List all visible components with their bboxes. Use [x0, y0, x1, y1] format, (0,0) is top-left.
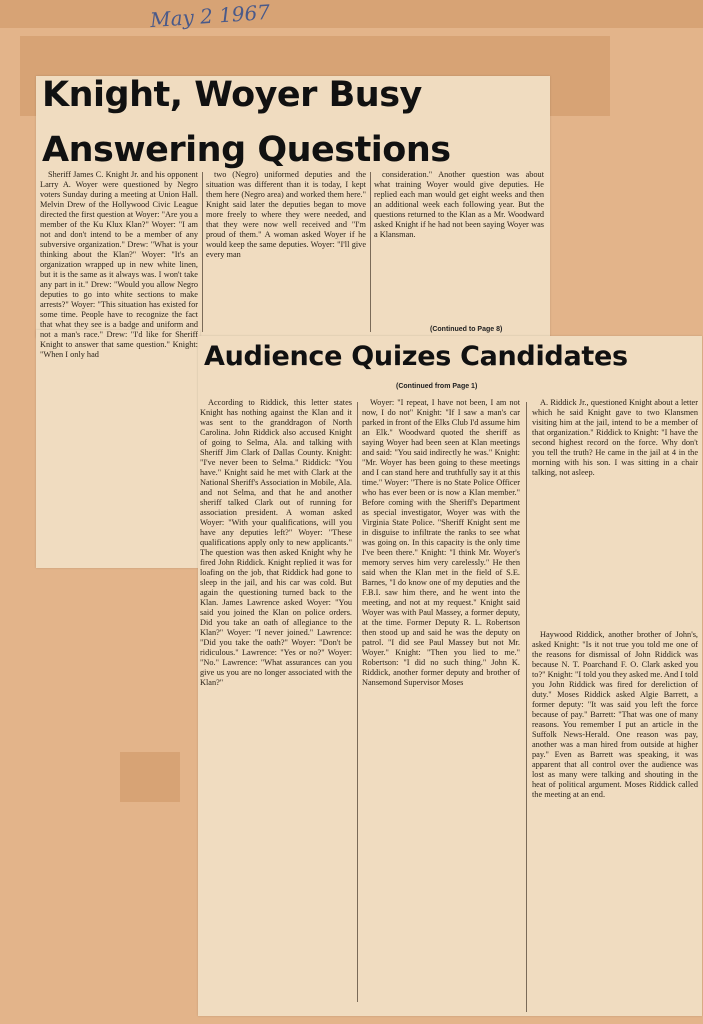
- article2-column-1: According to Riddick, this letter states Knight has nothing against the Klan and it was sent to the granddragon of North Carolina. John Riddick also accused Knight of going to Selma, Ala. and talking with Sheriff Jim Clark of Dallas County. Knight: "I've never been to Selma." Riddick: "You have." Knight said he met with Clark at the National Sheriff's Association in Mobile, Ala. and not Selma, and that he and another sheriff talked Clark out of running for association president. A woman asked Woyer: "With your qualifications, will you have any deputies left?" Woyer: "These qualifications apply only to new applicants." The question was then asked Knight why he fired John Riddick. Knight replied it was for loafing on the job, that Riddick had gone to sleep in the jail, and his car was cold. But again the questioning turned back to the Klan. James Lawrence asked Woyer: "You said you joined the Klan on police orders. Did you take an oath of allegiance to the Klan?" Woyer: "I never joined." Lawrence: "Did you take the oath?" Woyer: "Don't be ridiculous." Lawrence: "Yes or no?" Woyer: "No." Lawrence: "What assurances can you give us you are no longer associated with the Klan?": [200, 398, 352, 687]
- article1-column-3: consideration." Another question was about what training Woyer would give deputies. He replied each man would get eight weeks and then an additional week each following year. But the questions returned to the Klan as a Mr. Woodward asked Knight if he had not been saying Woyer was a Klansman.: [374, 170, 544, 239]
- continued-to-label: (Continued to Page 8): [430, 326, 503, 333]
- article1-column-2: two (Negro) uniformed deputies and the situation was different than it is today, I kept them here (Negro area) and worked them here." Knight said later the deputies began to move more freely to where they were needed, and that they were now well received and "I'm proud of them." A woman asked Woyer if he would keep the same deputies. Woyer: "I'll give every man: [206, 170, 366, 259]
- article1-headline-line2: Answering Questions: [42, 130, 451, 170]
- column-rule: [357, 402, 358, 1002]
- handwritten-date: May 2 1967: [149, 0, 271, 33]
- side-tape: [120, 752, 180, 802]
- column-rule: [202, 172, 203, 332]
- article2-column-4: Haywood Riddick, another brother of John's, asked Knight: "Is it not true you told me one of the reasons for dismissal of John Riddick was because N. T. Poarchand F. O. Clark asked you to?" Knight: "I told you they asked me. And I told you John Riddick was fired for dereliction of duty." Moses Riddick asked Algie Barrett, a former deputy: "It was said you left the force because of pay." Barrett: "That was one of many reasons. You remember I put an article in the Suffolk News-Herald. One reason was pay, another was a man hired from outside at higher pay." Even as Barrett was speaking, it was apparent that all control over the audience was lost as many were talking and shouting in the heat of political argument. Moses Riddick called the meeting at an end.: [532, 630, 698, 799]
- article2-headline: Audience Quizes Candidates: [204, 341, 628, 372]
- column-rule: [526, 402, 527, 1012]
- article2-column-2: Woyer: "I repeat, I have not been, I am not now, I do not" Knight: "If I saw a man's car parked in front of the Elks Club I'd assume him an Elk." Woodward quoted the sheriff as saying Woyer had been seen at Klan meetings and said: "You said indirectly he was." Knight: "Mr. Woyer has been going to these meetings and I can stand here and truthfully say it at this time." Woyer: "There is no State Police Officer who has ever been or is now a Klan member." Before coming with the Sheriff's Department as special investigator, Woyer was with the Virginia State Police. "Sheriff Knight sent me in disguise to infiltrate the ranks to see what was going on. In this capacity is the only time I've been there." Knight: "I think Mr. Woyer's memory serves him very carelessly." He then said when the Klan met in the field of S.E. Barnes, "I do know one of my deputies and the F.B.I. saw him there, and he went into the meeting, and not at my request." Knight said Woyer was with Paul Massey, a former deputy, at the time. Former Deputy R. L. Robertson then stood up and said he was the deputy on patrol. "I did see Paul Massey but not Mr. Woyer." Knight: "Then you lied to me." Robertson: "I did no such thing." John K. Riddick, another former deputy and brother of Nansemond Supervisor Moses: [362, 398, 520, 687]
- top-tape: [0, 0, 703, 28]
- article1-column-1: Sheriff James C. Knight Jr. and his opponent Larry A. Woyer were questioned by Negro voters Sunday during a meeting at Union Hall. Melvin Drew of the Hollywood Civic League directed the first question at Woyer: "Are you a member of the Ku Klux Klan?" Woyer: "I am not and don't intend to be a member of any subversive organization." Drew: "What is your thinking about the Klan?" Woyer: "It's an organization wrapped up in new white linen, but it is the same as it always was. I won't take any part in it." Drew: "Would you allow Negro deputies to go into white sections to make arrests?" Woyer: "This situation has existed for some time. People have to recognize the fact that what they see is a badge and uniform and not a man's race." Drew: "I'd like for Sheriff Knight to answer that same question." Knight: "When I only had: [40, 170, 198, 359]
- column-rule: [370, 172, 371, 332]
- article1-headline-line1: Knight, Woyer Busy: [42, 75, 422, 115]
- article2-column-3: A. Riddick Jr., questioned Knight about a letter which he said Knight gave to two Klansmen visiting him at the jail, intend to be a member of that organization." Riddick to Knight: "I have the second highest record on the force. Why don't you tell the truth? He came in the jail at 4 in the morning with his son. I was sitting in a chair talking, not asleep.: [532, 398, 698, 477]
- continued-from-label: (Continued from Page 1): [396, 383, 478, 390]
